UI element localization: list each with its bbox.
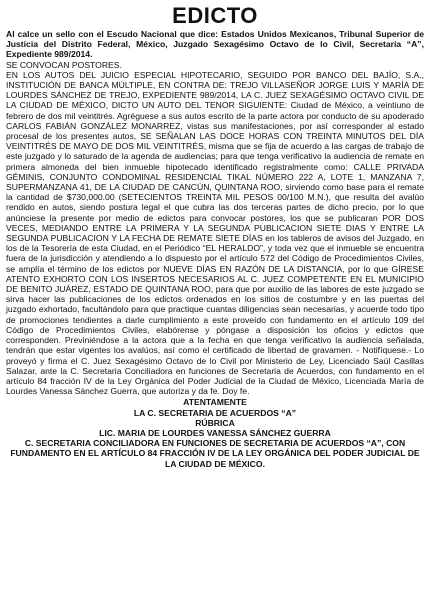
intro-line: SE CONVOCAN POSTORES. [6,59,122,70]
rubrica-label: RÚBRICA [195,417,235,428]
signature-block [6,397,424,468]
edict-title: EDICTO [172,3,258,28]
closing-statement: C. SECRETARIA CONCILIADORA EN FUNCIONES DE SECRETARIA DE ACUERDOS “A”, CON FUNDAMENTO EN EL ARTÍCULO 84 FRACCIÓN IV DE LA LEY ORGÁNICA DEL PODER JUDICIAL DE LA CIUDAD DE MÉXICO. [10,438,420,469]
seal-header: Al calce un sello con el Escudo Nacional que dice: Estados Unidos Mexicanos, Tribunal Superior de Justicia del Distrito Federal, México, Juzgado Sexagésimo Octavo de lo Civil, Secretaría “A”, Expediente 989/2014. [6,29,424,60]
signer-name: LIC. MARIA DE LOURDES VANESSA SÁNCHEZ GUERRA [99,427,331,438]
edict-body: EN LOS AUTOS DEL JUICIO ESPECIAL HIPOTECARIO, SEGUIDO POR BANCO DEL BAJÍO, S.A., INSTITUCIÓN DE BANCA MÚLTIPLE, EN CONTRA DE: TREJO VILLASEÑOR JORGE LUIS Y MARÍA DE LOURDES SÁNCHEZ DE TREJO, EXPEDIENTE 989/2014, LA C. JUEZ SEXAGÉSIMO OCTAVO CIVIL DE LA CIUDAD DE MÉXICO, DICTO UN AUTO DEL TENOR SIGUIENTE: Ciudad de México, a veintiuno de febrero de dos mil veintitrés. Agréguese a sus autos escrito de la parte actora por conducto de su apoderado CARLOS FABIÁN GONZÁLEZ MONARREZ, vistas sus manifestaciones, por así corresponder al estado procesal de los presentes autos, SE SEÑALAN LAS DOCE HORAS CON TREINTA MINUTOS DEL DÍA VEINTITRÉS DE MAYO DE DOS MIL VEINTITRÉS, misma que se fija de acuerdo a las cargas de trabajo de este juzgado y lo saturado de la agenda de audiencias; para que tenga verificativo la audiencia de remate en primera almoneda del bien inmueble hipotecado identificado registralmente como: CALLE PRIVADA GÉMINIS, CONJUNTO CONDOMINAL RESIDENCIAL TIKAL NÚMERO 222 A, LOTE 1, MANZANA 7, SUPERMANZANA 41, DE LA CIUDAD DE CANCÚN, QUINTANA ROO, sirviendo como base para el remate la cantidad de $730,000.00 (SETECIENTOS TREINTA MIL PESOS 00/100 M.N.), que resulta del avalúo rendido en autos, siendo postura legal el que cubra las dos terceras partes de dicho precio, por lo que anúnciese la presente por medio de edictos para convocar postores, los que se publicaran POR DOS VECES, MEDIANDO ENTRE LA PRIMERA Y LA SEGUNDA PUBLICACION SIETE DIAS Y ENTRE LA SEGUNDA PUBLICACION Y LA FECHA DE REMATE SIETE DÍAS en los tableros de avisos del Juzgado, en los de la Tesorería de esta Ciudad, en el Periódico “EL HERALDO”, y toda vez que el inmueble se encuentra fuera de la jurisdicción y atendiendo a lo dispuesto por el artículo 572 del Código de Procedimientos Civiles, se amplía el término de los edictos por NUEVE DÍAS EN RAZÓN DE LA DISTANCIA, por lo que GÍRESE ATENTO EXHORTO CON LOS INSERTOS NECESARIOS AL C. JUEZ COMPETENTE EN EL MUNICIPIO DE BENITO JUÁREZ, ESTADO DE QUINTANA ROO, para que por auxilio de las labores de este juzgado se sirva hacer las publicaciones de los edictos ordenados en los sitios de costumbre y en las puertas del juzgado exhortado, facultándolo para que practique cuantas diligencias sean necesarias, y acuerde todo tipo de promociones tendientes a darle cumplimiento a este proveído con fundamento en el artículo 109 del Código de Procedimientos Civiles, elabórense y póngase a disposición los oficios y edictos que corresponden. Previniéndose a la actora que a la fecha en que tenga verificativo la audiencia señalada, tendrán que estar vigentes los avalúos, así como el certificado de libertad de gravamen. - Notifíquese.- Lo proveyó y firma el C. Juez Sexagésimo Octavo de lo Civil por Ministerio de Ley, Licenciado Saúl Casillas Salazar, ante la C. Secretaria Conciliadora en funciones de Secretaria de Acuerdos, con fundamento en el artículo 84 fracción IV de la Ley Orgánica del Poder Judicial de la Ciudad de México, Licenciada María de Lourdes Vanessa Sánchez Guerra, que autoriza y da fe. Doy fe. [6,69,424,397]
atentamente-label: ATENTAMENTE [183,397,247,408]
secretary-title: LA C. SECRETARIA DE ACUERDOS “A” [133,407,297,418]
